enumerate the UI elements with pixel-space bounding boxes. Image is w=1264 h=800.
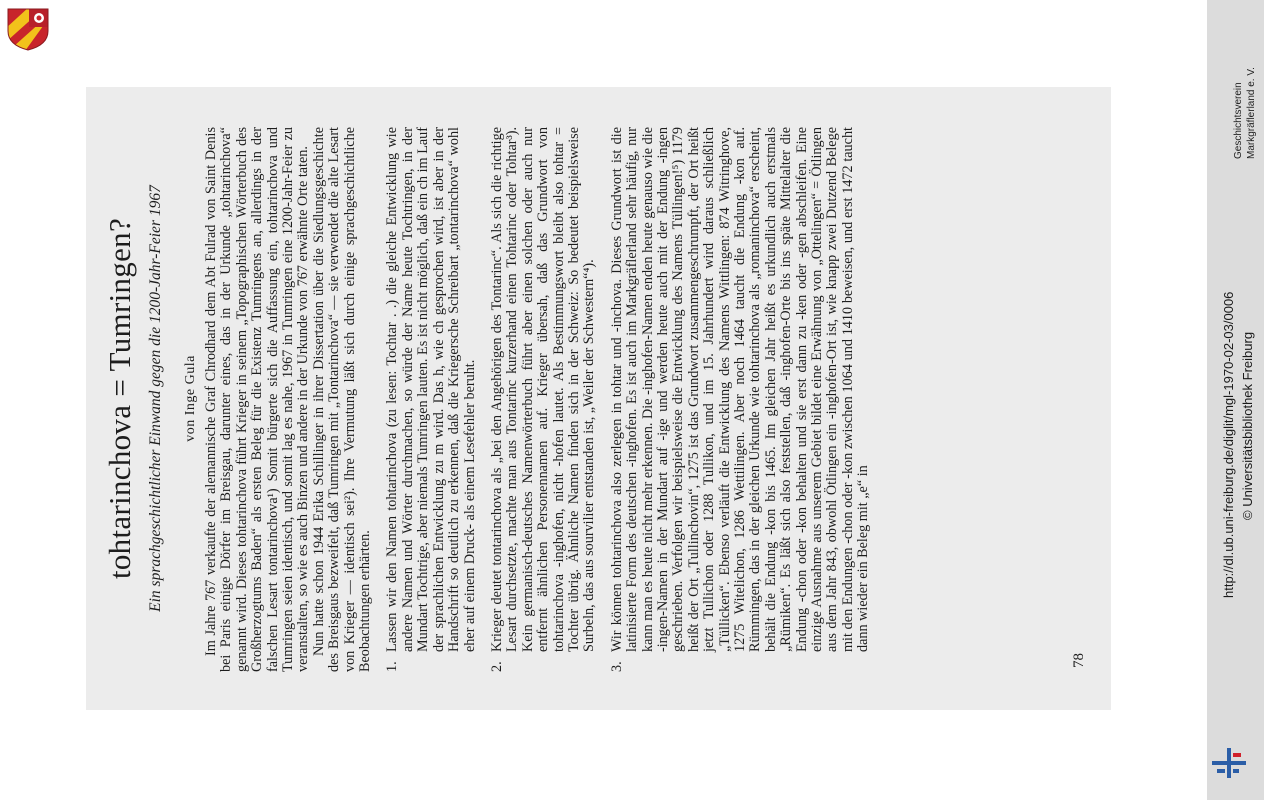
section-text: Krieger deutet tontarinchova als „bei den Angehörigen des Tontarinc“. Als sich die richtige Lesart durchsetzte, machte man aus Tontarinc kurzerhand einen Tohtarinc oder Tohtar³). Kein germanisch-deutsches Namenwörterbuch führt aber einen solchen oder auch nur entfernt ähnlichen Personennamen auf. Krieger übersah, daß das Grundwort von tohtarinchova -inghofen, nicht -hofen lautet. Als Bestimmungswort bleibt also tohtar = Tochter übrig. Ähnliche Namen finden sich in der Schweiz: So bedeutet beispielsweise Surbeln, das aus sourvilier entstanden ist, „Weiler der Schwestern“⁴). bbox=[488, 127, 598, 652]
rotated-page-content bbox=[86, 87, 1111, 710]
org-name-line2: Markgräflerland e. V. bbox=[1246, 67, 1257, 159]
section-number: 1. bbox=[384, 661, 401, 672]
numbered-section bbox=[490, 127, 598, 672]
numbered-section bbox=[610, 127, 872, 672]
org-name-line1: Geschichtsverein bbox=[1233, 82, 1244, 159]
library-credit: © Universitätsbibliothek Freiburg bbox=[1240, 331, 1255, 520]
section-text: Wir können tohtarinchova also zerlegen in tohtar und -inchova. Dieses Grundwort ist die latinisierte Form des deutschen -inghofen. Es ist auch im Markgräflerland sehr häufig, nur kann man es heute nicht mehr erkennen. Die -inghofen-Namen enden heute genauso wie die -ingen-Namen in der Mundart auf -ige und werden heute auch mit der Endung -ingen geschrieben. Verfolgen wir beispielsweise die Entwicklung des Namens Tüllingen!⁵) 1179 heißt der Ort „Tullinchovin“, 1275 ist das Grundwort zusammengeschrumpft, der Ort heißt jetzt Tullichon oder 1288 Tullikon, und im 15. Jahrhundert wird daraus schließlich „Tüllicken“. Ebenso verläuft die Entwicklung des Namens Wittlingen: 874 Witringhove, 1275 Witelichon, 1286 Wettilingen. Aber noch 1464 taucht die Endung -kon auf. Rümmingen, das in der gleichen Urkunde wie tohtarinchova als „romaninchova“ erscheint, behält die Endung -kon bis 1465. Im gleichen Jahr heißt es urkundlich auch erstmals „Rümiken“. Es läßt sich also feststellen, daß -inghofen-Orte bis ins späte Mittelalter die Endung -chon oder -kon behalten und sie erst dann zu -ken oder -gen abschleifen. Eine einzige Ausnahme aus unserem Gebiet bildet eine Erwähnung von „Ottelingen“ = Ötlingen aus dem Jahr 843, obwohl Ötlingen ein -inghofen-Ort ist, wie knapp zwei Dutzend Belege mit den Endungen -chon oder -kon zwischen 1064 und 1410 beweisen, und erst 1472 taucht dann wieder ein Beleg mit „e“ in bbox=[608, 127, 872, 652]
scanned-page bbox=[86, 87, 1111, 710]
article-author: von Inge Gula bbox=[183, 355, 198, 442]
source-url-link[interactable]: http://dl.ub.uni-freiburg.de/diglit/mgl-1970-02-03/0006 bbox=[1221, 291, 1236, 598]
article-body bbox=[204, 127, 872, 672]
paragraph: Nun hatte schon 1944 Erika Schillinger in ihrer Dissertation über die Siedlungsgeschichte des Breisgaus bezweifelt, daß Tumringen mit „Tontarinchova“ — sie verwendet die alte Lesart von Krieger — identisch sei²). Ihre Vermutung läßt sich durch einige sprachgeschichtliche Beobachtungen erhärten. bbox=[310, 127, 374, 672]
section-number: 3. bbox=[608, 661, 625, 672]
paragraph: Im Jahre 767 verkaufte der alemannische Graf Chrodhard dem Abt Fulrad von Saint Denis bei Paris einige Dörfer im Breisgau, darunter eines, das in der Urkunde „tohtarinchova“ genannt wird. Dieses tohtarinchova führt Krieger in seinem „Topographischen Wörterbuch des Großherzogtums Baden“ als ersten Beleg für die Existenz Tumringens an, allerdings in der falschen Lesart tontarinchova¹) Somit bürgerte sich die Auffassung ein, tohtarinchova und Tumringen seien identisch, und somit lag es nahe, 1967 in Tumringen eine 1200-Jahr-Feier zu veranstalten, so wie es auch Binzen und andere in der Urkunde von 767 erwähnte Orte taten. bbox=[203, 127, 312, 672]
page-number: 78 bbox=[1071, 653, 1087, 668]
article-title: tohtarinchova = Tumringen? bbox=[102, 217, 137, 580]
numbered-section bbox=[385, 127, 477, 672]
coat-of-arms-icon bbox=[5, 7, 51, 51]
article-subtitle: Ein sprachgeschichtlicher Einwand gegen die 1200-Jahr-Feier 1967 bbox=[147, 185, 164, 612]
section-number: 2. bbox=[488, 661, 505, 672]
section-text: Lassen wir den Namen tohtarinchova (zu lesen: Tochtar . .) die gleiche Entwicklung wie andere Namen und Wörter durchmachen, so würde der Name heute Tochtringen, in der Mundart Tochtrige, aber niemals Tumringen lauten. Es ist nicht möglich, daß ein ch im Lauf der sprachlichen Entwicklung zu m wird. Das h, wie ch gesprochen wird, ist aber in der Handschrift so deutlich zu erkennen, daß die Kriegersche Schreibart „tontarinchova“ wohl eher auf einem Druck- als einem Lesefehler beruht. bbox=[384, 127, 478, 652]
university-library-logo-icon bbox=[1212, 748, 1246, 778]
